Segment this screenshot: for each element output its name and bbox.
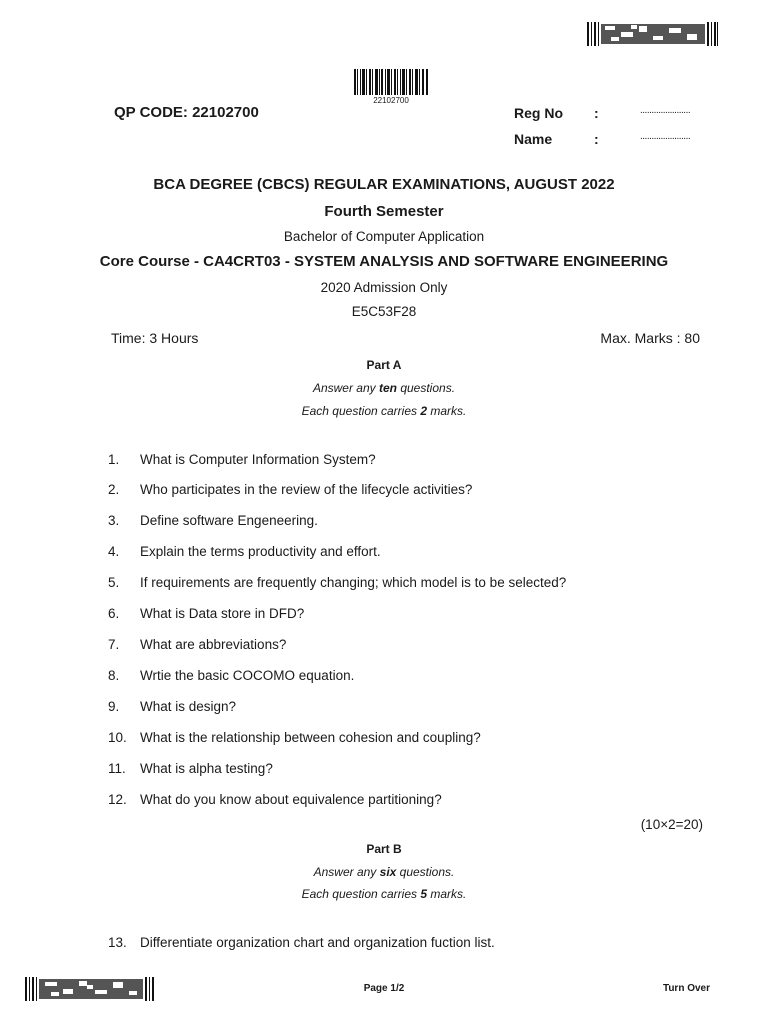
barcode-center [354, 69, 428, 95]
barcode-top-right [587, 22, 719, 46]
name-label: Name [514, 131, 553, 147]
course-title: Core Course - CA4CRT03 - SYSTEM ANALYSIS AND SOFTWARE ENGINEERING [99, 253, 669, 270]
question-text: What is the relationship between cohesion and coupling? [140, 730, 481, 745]
question-text: What do you know about equivalence partitioning? [140, 792, 442, 807]
part-a-title: Part A [366, 358, 402, 372]
question-number: 3. [108, 513, 120, 528]
question-number: 10. [108, 730, 127, 745]
question-text: What is Data store in DFD? [140, 606, 305, 621]
question-number: 12. [108, 792, 127, 807]
part-a-marks-summary: (10×2=20) [640, 817, 703, 832]
question-text: Define software Engeneering. [140, 513, 318, 528]
part-b-title: Part B [366, 842, 402, 856]
name-colon: : [594, 131, 599, 147]
question-text: What is Computer Information System? [140, 452, 376, 467]
semester: Fourth Semester [324, 203, 444, 220]
qp-code: QP CODE: 22102700 [114, 104, 259, 121]
question-text: Wrtie the basic COCOMO equation. [140, 668, 355, 683]
paper-code: E5C53F28 [351, 304, 417, 319]
question-text: What are abbreviations? [140, 637, 287, 652]
question-text: Explain the terms productivity and effort. [140, 544, 381, 559]
question-number: 11. [108, 761, 126, 776]
question-text: What is alpha testing? [140, 761, 273, 776]
admission-note: 2020 Admission Only [320, 280, 448, 295]
question-number: 4. [108, 544, 120, 559]
question-number: 13. [108, 935, 127, 950]
program-name: Bachelor of Computer Application [283, 229, 485, 244]
question-number: 8. [108, 668, 120, 683]
question-number: 2. [108, 482, 120, 497]
name-blank: ...................... [640, 131, 691, 142]
exam-title: BCA DEGREE (CBCS) REGULAR EXAMINATIONS, AUGUST 2022 [153, 176, 615, 193]
part-b-instruction-1: Answer any six questions. [313, 865, 455, 879]
exam-duration: Time: 3 Hours [111, 330, 199, 346]
part-a-instruction-2: Each question carries 2 marks. [301, 404, 467, 418]
question-number: 6. [108, 606, 120, 621]
turn-over-note: Turn Over [662, 983, 710, 994]
reg-no-blank: ...................... [640, 105, 691, 116]
reg-no-colon: : [594, 105, 599, 121]
question-text: If requirements are frequently changing; which model is to be selected? [140, 575, 567, 590]
question-number: 7. [108, 637, 120, 652]
question-number: 9. [108, 699, 120, 714]
question-text: What is design? [140, 699, 237, 714]
part-a-instruction-1: Answer any ten questions. [312, 381, 456, 395]
max-marks: Max. Marks : 80 [600, 330, 700, 346]
question-number: 1. [108, 452, 120, 467]
question-text: Who participates in the review of the lifecycle activities? [140, 482, 473, 497]
page-number: Page 1/2 [363, 983, 405, 994]
barcode-number: 22102700 [373, 96, 409, 105]
reg-no-label: Reg No [514, 105, 563, 121]
part-b-instruction-2: Each question carries 5 marks. [301, 887, 467, 901]
question-text: Differentiate organization chart and organization fuction list. [140, 935, 495, 950]
question-number: 5. [108, 575, 120, 590]
